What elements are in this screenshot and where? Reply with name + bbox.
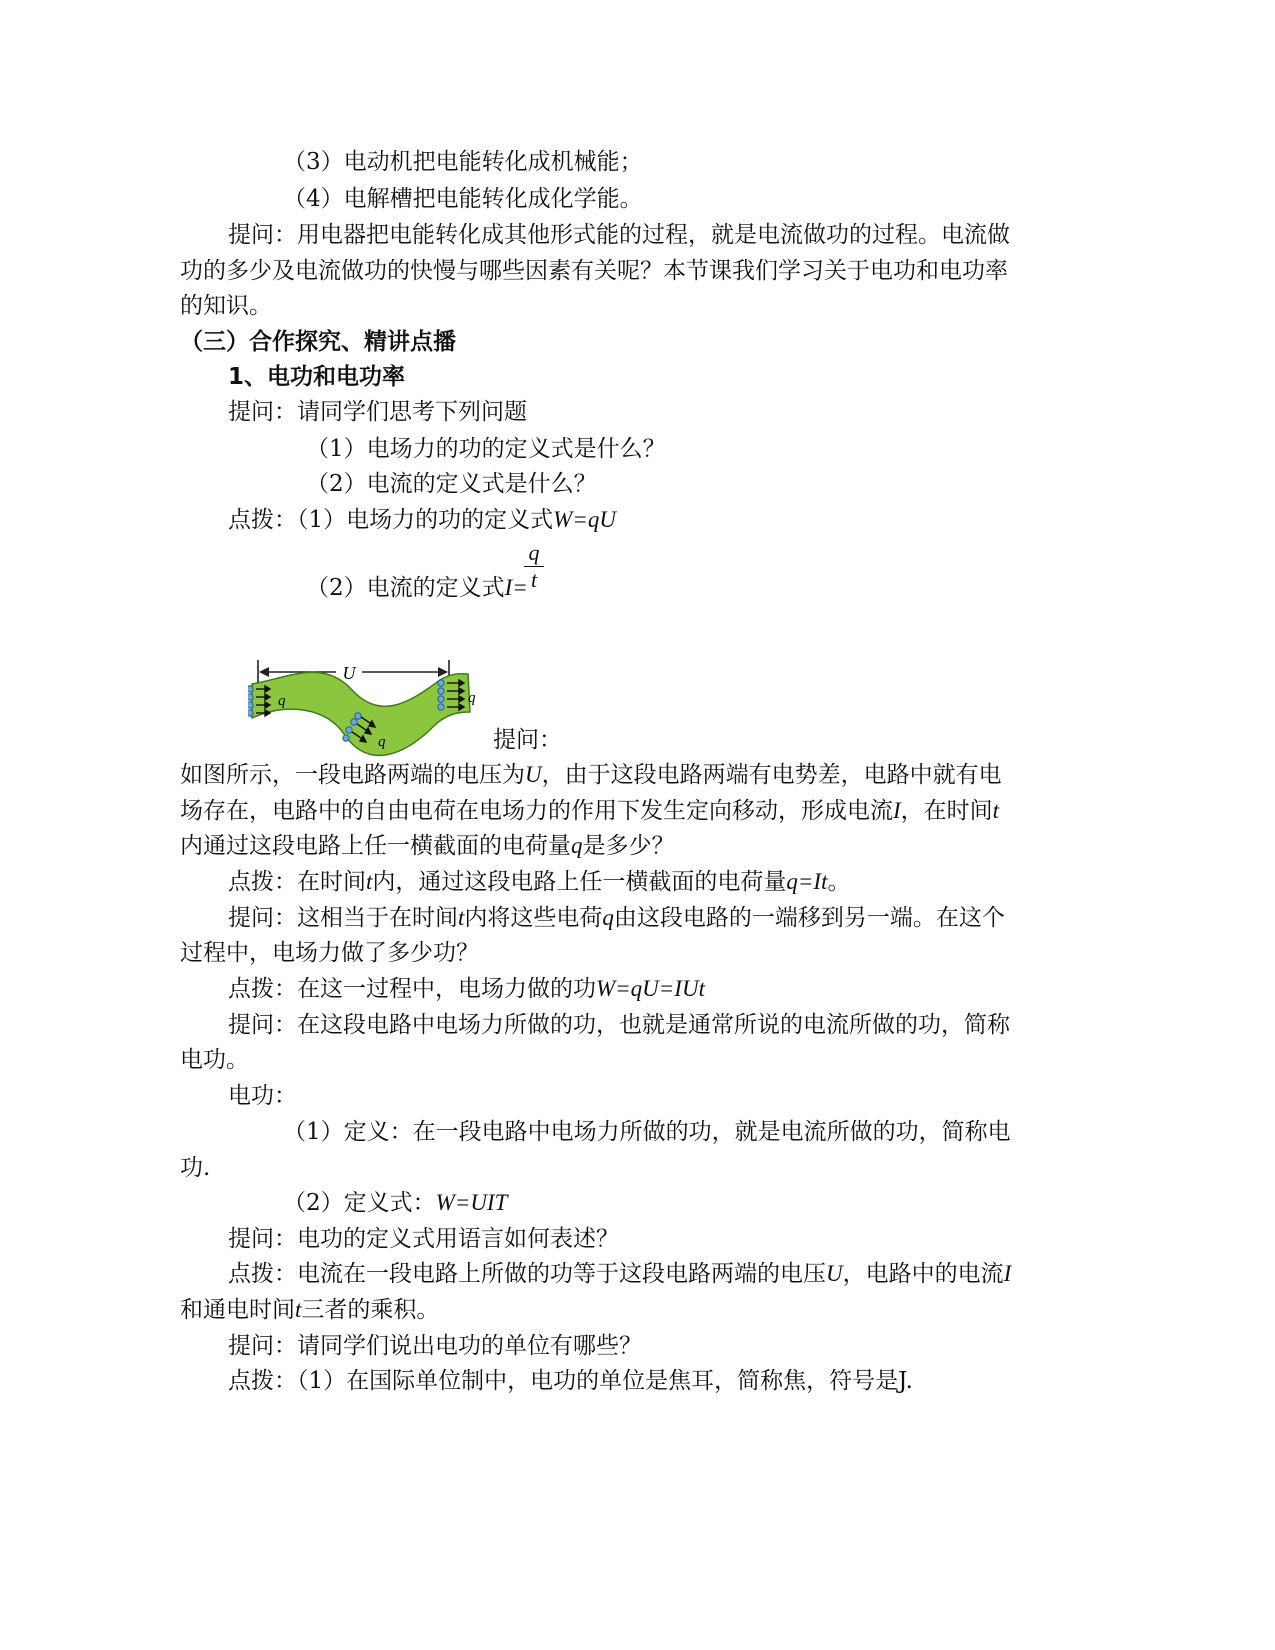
var-U: U [826, 1261, 843, 1286]
text-line [180, 831, 675, 861]
text-line [228, 903, 1005, 933]
text-line [228, 974, 705, 1004]
var-I: I [1003, 1261, 1012, 1286]
text-line: 功. [180, 1155, 211, 1181]
text: 内，通过这段电路上任一横截面的电荷量 [372, 869, 787, 895]
text: 点拨：电流在一段电路上所做的功等于这段电路两端的电压 [228, 1261, 826, 1287]
text-line [283, 1188, 507, 1218]
var-q: q [602, 905, 614, 930]
voltage-label: U [342, 663, 356, 683]
text: 点拨：在时间 [228, 869, 366, 895]
text-line: 过程中，电场力做了多少功？ [180, 940, 479, 966]
section-heading: （三）合作探究、精讲点播 [180, 329, 456, 355]
formula: q=It [786, 869, 828, 894]
var-t: t [992, 798, 1000, 823]
text: 如图所示，一段电路两端的电压为 [180, 762, 525, 788]
text-line: 电功： [228, 1083, 297, 1109]
text: 内将这些电荷 [464, 905, 603, 931]
text-line: 电功。 [180, 1047, 249, 1073]
text: 。 [827, 869, 851, 895]
text: 点拨：在这一过程中，电场力做的功 [228, 976, 596, 1002]
text-line: （1）电场力的功的定义式是什么？ [306, 436, 666, 462]
var-t: t [458, 905, 465, 930]
text-line: 的知识。 [180, 293, 272, 319]
text-line [228, 867, 850, 897]
text: 和通电时间 [180, 1297, 295, 1323]
text-line: 提问：在这段电路中电场力所做的功，也就是通常所说的电流所做的功，简称 [228, 1012, 1010, 1038]
var-t: t [366, 869, 373, 894]
formula: W=qU [553, 507, 616, 532]
text-line: （1）定义：在一段电路中电场力所做的功，就是电流所做的功，简称电 [283, 1119, 1011, 1145]
fraction-denominator: t [530, 567, 538, 592]
formula: W=qU=IUt [596, 976, 705, 1001]
text-line: 提问：用电器把电能转化成其他形式能的过程，就是电流做功的过程。电流做 [228, 222, 1010, 248]
charge-label-middle: q [378, 734, 386, 750]
fraction-numerator: q [528, 540, 540, 565]
arrowhead-left [259, 667, 269, 677]
text: （1）电场力的功的定义式 [297, 507, 554, 533]
text: ，由于这段电路两端有电势差，电路中就有电 [541, 762, 1002, 788]
text-line [180, 760, 1002, 790]
text: ，在时间 [900, 798, 993, 824]
text-line: 提问：电功的定义式用语言如何表述？ [228, 1226, 619, 1252]
text: （2）定义式： [283, 1190, 436, 1216]
text-line: 功的多少及电流做功的快慢与哪些因素有关呢？本节课我们学习关于电功和电功率 [180, 258, 1008, 284]
text-line: 提问：请同学们思考下列问题 [228, 399, 527, 425]
formula: I= [504, 575, 528, 600]
arrowhead-right [438, 667, 448, 677]
text-line: （2）电流的定义式是什么？ [306, 471, 597, 497]
text-line: 提问： [493, 727, 562, 753]
charge-label-right: q [468, 690, 476, 706]
text-line [228, 505, 616, 535]
text: 内通过这段电路上任一横截面的电荷量 [180, 833, 571, 859]
text-line: （3）电动机把电能转化成机械能； [283, 149, 643, 175]
charge-label-left: q [278, 693, 286, 709]
formula: W=UIT [435, 1190, 508, 1215]
fraction-q-over-t [524, 542, 544, 591]
var-I: I [893, 798, 901, 823]
text: （2）电流的定义式 [306, 575, 505, 601]
text-line: （4）电解槽把电能转化成化学能。 [283, 186, 643, 212]
text: 是多少？ [582, 833, 675, 859]
label: 点拨： [228, 1368, 297, 1394]
text: 提问：这相当于在时间 [228, 905, 458, 931]
text: 三者的乘积。 [301, 1297, 440, 1323]
text-line [228, 1259, 1011, 1289]
text: （1）在国际单位制中，电功的单位是焦耳，简称焦，符号是J. [297, 1368, 913, 1394]
text-line [228, 1366, 913, 1396]
label: 点拨： [228, 507, 297, 533]
text: ，电路中的电流 [842, 1261, 1004, 1287]
text-line [180, 1295, 439, 1325]
var-t: t [295, 1297, 302, 1322]
text: 场存在，电路中的自由电荷在电场力的作用下发生定向移动，形成电流 [180, 798, 893, 824]
var-U: U [525, 762, 542, 787]
text-line [306, 573, 528, 603]
subsection-heading: 1、电功和电功率 [228, 364, 406, 390]
text-line: 提问：请同学们说出电功的单位有哪些？ [228, 1333, 642, 1359]
text-line [180, 796, 999, 826]
text: 由这段电路的一端移到另一端。在这个 [613, 905, 1005, 931]
var-q: q [571, 833, 583, 858]
